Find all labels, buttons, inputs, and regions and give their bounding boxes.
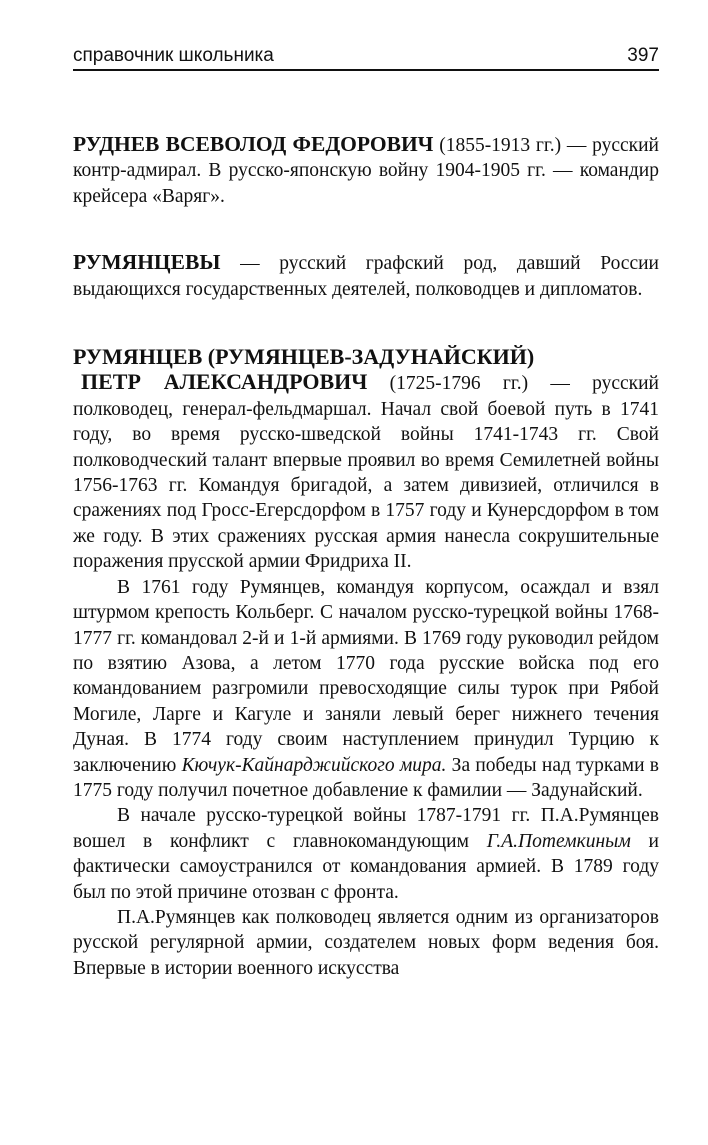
entry-headword-line-1: РУМЯНЦЕВ (РУМЯНЦЕВ-ЗАДУНАЙСКИЙ) xyxy=(73,344,535,370)
entry-text: (1725-1796 гг.) — русский полководец, генерал-фельдмаршал. Начал свой боевой путь в 1741 году, во время русско-шведской войны 1741-1743 гг. Свой полководческий талант впервые проявил во время Семилетней войны 1756-1763 гг. Командуя бригадой, а затем дивизией, отличился в сражениях под Гросс-Егерсдорфом в 1757 году и Кунерсдорфом в том же году. В этих сражениях русская армия нанесла сокрушительные поражения прусской армии Фридриха II. xyxy=(73,373,659,573)
entry-text: — русский графский род, давший России выдающихся государственных деятелей, полководцев и дипломатов. xyxy=(73,253,659,300)
entry-emphasis: Кючук-Кайнарджийского мира. xyxy=(181,754,447,776)
running-header xyxy=(73,44,659,71)
running-title: справочник школьника xyxy=(73,45,274,66)
entry-rumyantsev xyxy=(73,344,659,981)
entry-paragraph-3 xyxy=(73,803,659,905)
entry-headword: РУДНЕВ ВСЕВОЛОД ФЕДОРОВИЧ xyxy=(73,132,434,156)
entry-text: В 1761 году Румянцев, командуя корпусом, осаждал и взял штурмом крепость Кольберг. С началом русско-турецкой войны 1768-1777 гг. командовал 2-й и 1-й армиями. В 1769 году руководил рейдом по взятию Азова, а летом 1770 года русские войска под его командованием разгромили превосходящие силы турок при Рябой Могиле, Ларге и Кагуле и заняли левый берег нижнего течения Дуная. В 1774 году своим наступлением принудил Турцию к заключению xyxy=(73,576,659,776)
entry-text: За победы над турками в 1775 году получил почетное добавление к фамилии — Задунайский. xyxy=(73,754,660,801)
entry-paragraph-4 xyxy=(73,905,659,981)
entry-text: (1855-1913 гг.) — русский контр-адмирал. В русско-японскую войну 1904-1905 гг. — командир крейсера «Варяг». xyxy=(73,135,659,207)
book-page xyxy=(73,44,659,981)
entry-emphasis: Г.А.Потемкиным xyxy=(486,830,631,852)
entry-paragraph-2 xyxy=(73,575,659,804)
entry-paragraph xyxy=(73,132,659,209)
entry-paragraph xyxy=(73,250,659,302)
entry-text: и фактически самоустранился от командования армией. В 1789 году был по этой причине отозван с фронта. xyxy=(73,830,659,903)
page-number: 397 xyxy=(627,45,659,66)
entry-text: П.А.Румянцев как полководец является одним из организаторов русской регулярной армии, создателем новых форм ведения боя. Впервые в истории военного искусства xyxy=(73,906,659,979)
entry-rudnev xyxy=(73,132,659,209)
entry-headword: РУМЯНЦЕВЫ xyxy=(73,250,221,275)
entry-rumyantsevy xyxy=(73,250,659,302)
entry-paragraph-1 xyxy=(73,369,659,574)
entry-headword-line-2: ПЕТР АЛЕКСАНДРОВИЧ xyxy=(81,369,368,395)
entry-text: В начале русско-турецкой войны 1787-1791 гг. П.А.Румянцев вошел в конфликт с главнокомандующим xyxy=(73,805,659,852)
